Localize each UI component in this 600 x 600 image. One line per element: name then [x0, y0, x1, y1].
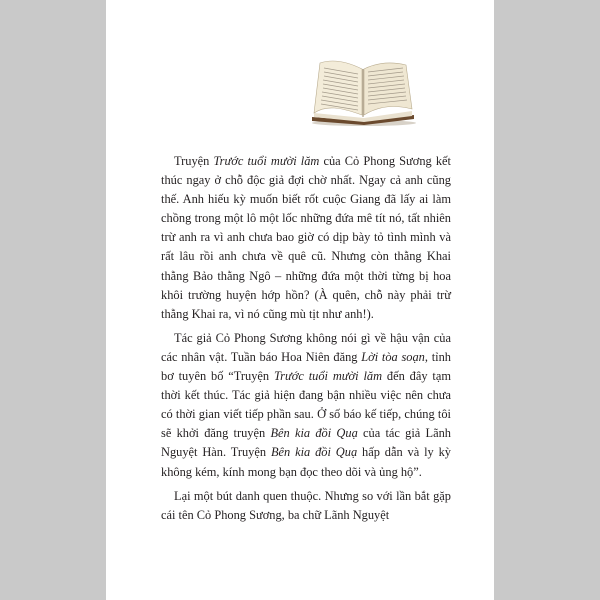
- right-margin: [494, 0, 600, 600]
- italic-title-text: Bên kia đồi Quạ: [270, 426, 358, 441]
- paragraph-text: Tác giả Cỏ Phong Sương không nói gì về hậu vận của các nhân vật. Tuần báo Hoa Niên đăng: [161, 330, 451, 364]
- italic-title-text: Bên kia đồi Quạ: [270, 445, 358, 460]
- open-book-icon: [306, 55, 418, 127]
- paragraph-text: , tỉnh bơ tuyên bố “Truyện: [161, 349, 451, 384]
- left-margin: [0, 0, 106, 600]
- body-text: [161, 152, 451, 525]
- paragraph: [161, 329, 451, 482]
- italic-title-text: Trước tuổi mười lăm: [213, 154, 320, 168]
- paragraph-text: Truyện: [174, 154, 214, 168]
- paragraph-text: Lại một bút danh quen thuộc. Nhưng so với lần bắt gặp cái tên Cỏ Phong Sương, ba chữ Lãnh Nguyệt: [161, 488, 451, 522]
- paragraph-text: hấp dẫn và ly kỳ không kém, kính mong bạn đọc theo dõi và ủng hộ”.: [161, 445, 451, 479]
- book-page: [106, 0, 494, 600]
- paragraph-text: đến đây tạm thời kết thúc. Tác giả hiện đang bận nhiều việc nên chưa có thời gian viết tiếp phần sau. Ở số báo kế tiếp, chúng tôi sẽ khởi đăng truyện: [161, 369, 451, 441]
- paragraph-text: của Cỏ Phong Sương kết thúc ngay ở chỗ độc giả đợi chờ nhất. Ngay cả anh cũng thế. Anh hiếu kỳ muốn biết rốt cuộc Giang đã lấy ai làm chồng trong một lô một lốc những đứa mê tít nó, tất nhiên trừ anh ra vì anh chưa bao giờ có dịp bày tỏ tình mình và rất lâu rồi anh chưa về quê cũ. Nhưng còn thằng Khai thằng Bảo thằng Ngô – những đứa một thời từng bị hoa khôi trường huyện hớp hồn? (À quên, chỗ này phải trừ thằng Khai ra, vì nó cũng mù tịt như anh!).: [161, 154, 451, 321]
- paragraph-text: của tác giả Lãnh Nguyệt Hàn. Truyện: [161, 426, 452, 460]
- paragraph: [161, 152, 451, 324]
- paragraph: [161, 487, 451, 525]
- italic-title-text: Trước tuổi mười lăm: [273, 369, 383, 384]
- italic-title-text: Lời tòa soạn: [361, 349, 425, 364]
